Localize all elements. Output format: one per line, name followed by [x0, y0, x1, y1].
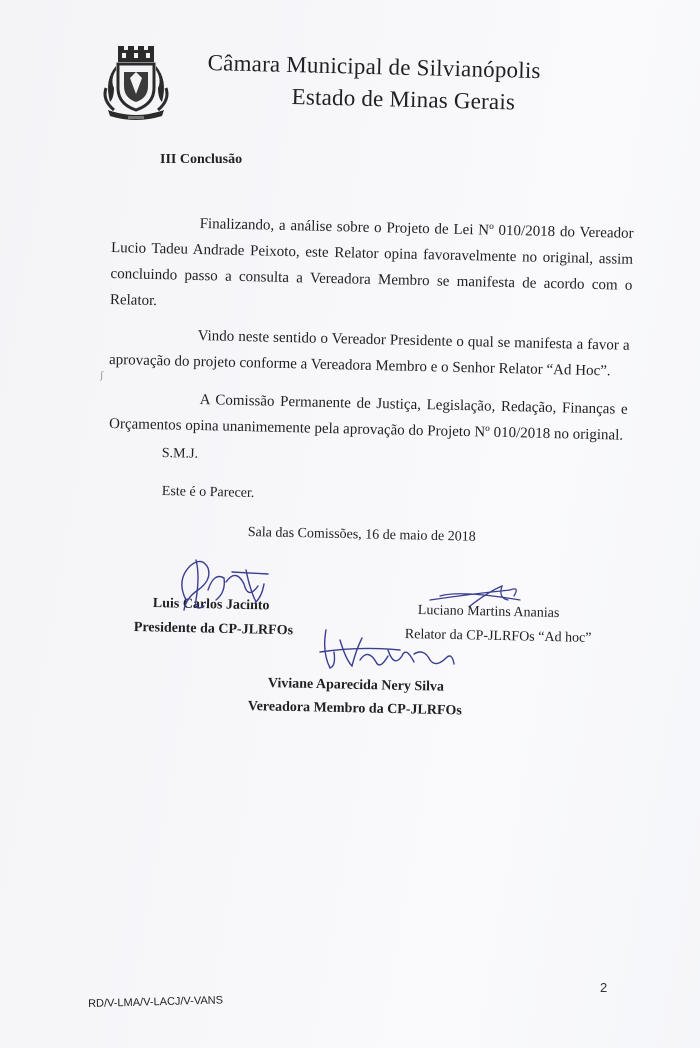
president-name: Luis Carlos Jacinto — [152, 596, 270, 614]
place-date: Sala das Comissões, 16 de maio de 2018 — [247, 525, 476, 545]
municipal-crest-icon — [100, 44, 172, 122]
institution-state: Estado de Minas Gerais — [291, 84, 516, 115]
paper-mark: ʃ — [100, 370, 104, 381]
section-title: III Conclusão — [160, 152, 243, 167]
footer-code: RD/V-LMA/V-LACJ/V-VANS — [88, 994, 224, 1010]
member-name: Viviane Aparecida Nery Silva — [267, 676, 445, 695]
paragraph-president — [109, 321, 630, 385]
institution-name: Câmara Municipal de Silvianópolis — [207, 50, 541, 84]
paragraph-commission — [109, 385, 628, 449]
member-role: Vereadora Membro da CP-JLRFOs — [247, 699, 462, 719]
paragraph-conclusion — [110, 209, 634, 325]
paragraph-text: Vindo neste sentido o Vereador Presidente o qual se manifesta a favor a aprovação do projeto conforme a Vereadora Membro e o Senhor Relator “Ad Hoc”. — [108, 327, 630, 380]
rapporteur-role: Relator da CP-JLRFOs “Ad hoc” — [404, 627, 592, 646]
president-role: Presidente da CP-JLRFOs — [133, 620, 294, 639]
parecer-line: Este é o Parecer. — [161, 484, 255, 501]
paragraph-text: A Comissão Permanente de Justiça, Legislação, Redação, Finanças e Orçamentos opina unanimemente pela aprovação do Projeto Nº 010/2018 no original. — [108, 392, 628, 444]
paragraph-text: Finalizando, a análise sobre o Projeto de Lei Nº 010/2018 do Vereador Lucio Tadeu Andrade Peixoto, este Relator opina favoravelmente no original, assim concluindo passo a consulta a Vereadora Membro se manifesta de acordo com o Relator. — [109, 215, 634, 310]
page-number: 2 — [600, 980, 608, 995]
rapporteur-name: Luciano Martins Ananias — [417, 603, 560, 621]
smj-line: S.M.J. — [161, 446, 199, 462]
